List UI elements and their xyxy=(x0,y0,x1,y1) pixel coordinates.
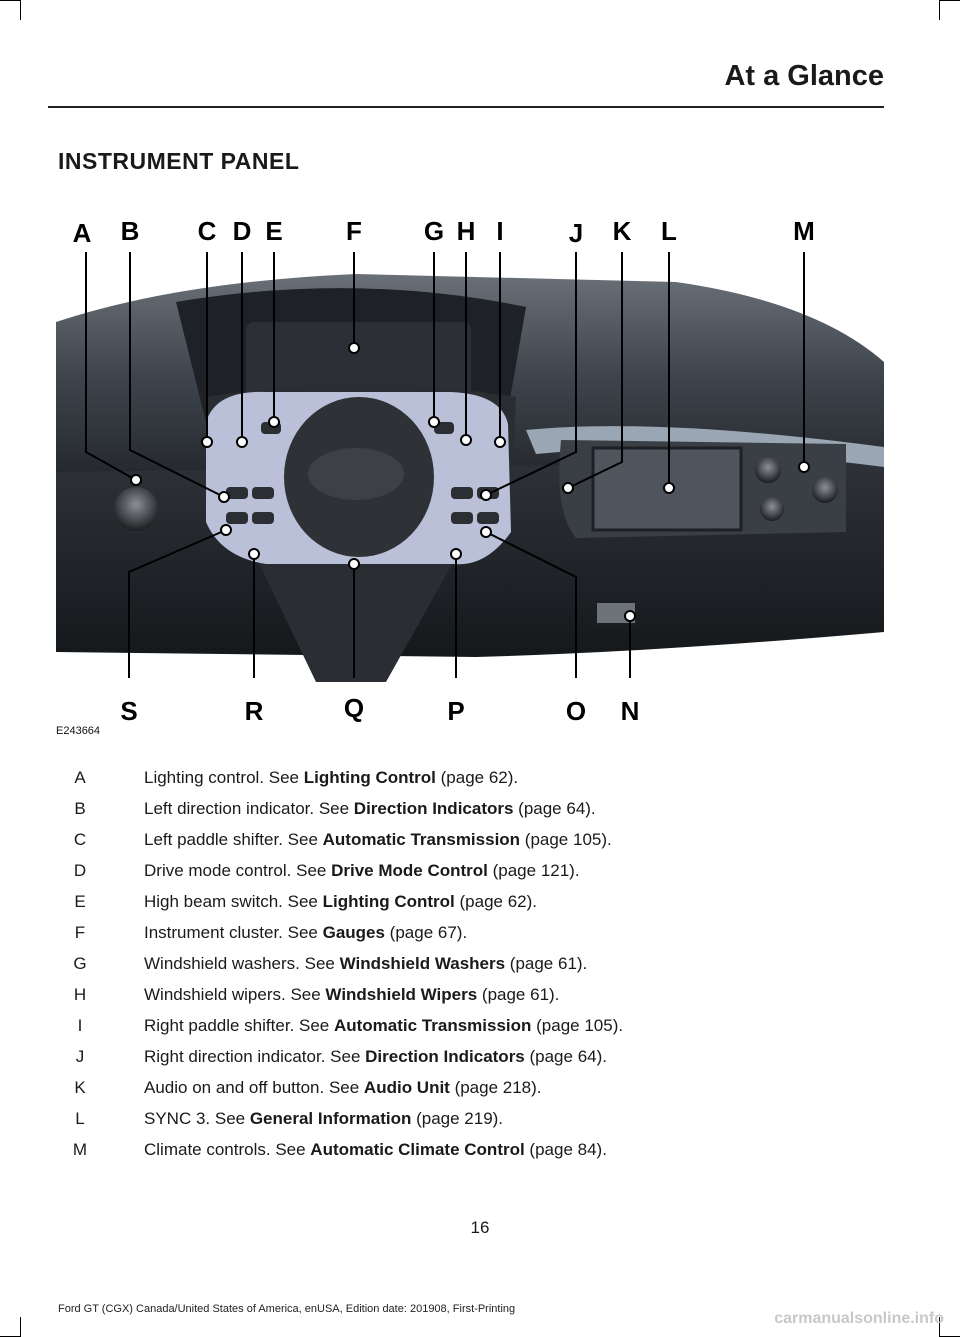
legend-reference-link[interactable]: Direction Indicators xyxy=(353,799,514,818)
legend-row xyxy=(58,954,858,985)
legend-reference-link[interactable]: Automatic Transmission xyxy=(333,1016,532,1035)
legend-reference-link[interactable]: Automatic Climate Control xyxy=(310,1140,525,1159)
legend-page-ref: (page 61). xyxy=(505,954,588,973)
callout-letter: B xyxy=(120,216,140,246)
callout-letter: R xyxy=(244,696,264,726)
callout-letter: E xyxy=(265,216,283,246)
legend-text: Left paddle shifter. See xyxy=(144,830,323,849)
callout-letter: K xyxy=(612,216,632,246)
callout-letter: G xyxy=(423,216,445,246)
legend-description xyxy=(144,1047,607,1067)
page-number: 16 xyxy=(470,1218,490,1237)
legend-description xyxy=(144,1109,503,1129)
legend-text: SYNC 3. See xyxy=(144,1109,250,1128)
legend-text: Left direction indicator. See xyxy=(144,799,354,818)
legend-page-ref: (page 121). xyxy=(487,861,580,880)
legend-description xyxy=(144,1016,623,1036)
legend-letter: F xyxy=(74,923,86,942)
legend-letter: B xyxy=(74,799,86,818)
callout-letter: F xyxy=(346,216,362,246)
footer-text: Ford GT (CGX) Canada/United States of America, enUSA, Edition date: 201908, First-Printing xyxy=(58,1303,516,1315)
legend-letter: L xyxy=(75,1109,85,1128)
legend-description xyxy=(144,799,596,819)
figure-id: E243664 xyxy=(56,725,101,737)
callout-letter: J xyxy=(568,218,584,248)
legend-row xyxy=(58,799,858,830)
legend-row xyxy=(58,861,858,892)
section-title: INSTRUMENT PANEL xyxy=(58,148,300,174)
legend-row xyxy=(58,1109,858,1140)
legend-description xyxy=(144,861,580,881)
legend-page-ref: (page 84). xyxy=(524,1140,607,1159)
page-title: At a Glance xyxy=(724,60,884,92)
legend-row xyxy=(58,1140,858,1171)
crop-mark xyxy=(0,0,20,1)
callout-letter: L xyxy=(661,216,677,246)
legend-letter: C xyxy=(73,830,87,849)
legend-reference-link[interactable]: Windshield Wipers xyxy=(325,985,478,1004)
watermark: carmanualsonline.info xyxy=(774,1310,944,1327)
legend-page-ref: (page 218). xyxy=(449,1078,542,1097)
legend-letter: K xyxy=(74,1078,86,1097)
legend-description xyxy=(144,1140,607,1160)
legend-text: Windshield wipers. See xyxy=(144,985,326,1004)
legend-page-ref: (page 61). xyxy=(477,985,560,1004)
legend-reference-link[interactable]: General Information xyxy=(249,1109,412,1128)
legend-letter: D xyxy=(73,861,87,880)
legend-page-ref: (page 62). xyxy=(435,768,519,787)
legend-reference-link[interactable]: Automatic Transmission xyxy=(322,830,521,849)
crop-mark xyxy=(20,0,21,20)
legend-description xyxy=(144,954,587,974)
legend-description xyxy=(144,768,518,788)
legend-description xyxy=(144,1078,542,1098)
legend-reference-link[interactable]: Drive Mode Control xyxy=(331,861,488,880)
legend-row xyxy=(58,768,858,799)
legend-letter: H xyxy=(73,985,87,1004)
legend-page-ref: (page 62). xyxy=(454,892,538,911)
callout-letter: M xyxy=(793,216,815,246)
legend-text: Instrument cluster. See xyxy=(144,923,323,942)
legend-letter: E xyxy=(74,892,86,911)
legend-page-ref: (page 64). xyxy=(513,799,596,818)
callout-letter: S xyxy=(120,696,138,726)
legend-description xyxy=(144,892,537,912)
legend-reference-link[interactable]: Lighting Control xyxy=(303,768,436,787)
climate-knob xyxy=(760,497,784,521)
legend-letter: A xyxy=(74,768,86,787)
legend-text: Windshield washers. See xyxy=(144,954,340,973)
callout-letter: H xyxy=(456,216,476,246)
legend-text: Right direction indicator. See xyxy=(144,1047,366,1066)
legend-description xyxy=(144,923,467,943)
legend-page-ref: (page 105). xyxy=(520,830,612,849)
legend-text: Climate controls. See xyxy=(144,1140,311,1159)
callout-letter: Q xyxy=(343,693,365,723)
crop-mark xyxy=(20,1317,21,1337)
legend-reference-link[interactable]: Direction Indicators xyxy=(365,1047,525,1066)
legend-letter: I xyxy=(77,1016,83,1035)
legend-row xyxy=(58,923,858,954)
legend-page-ref: (page 105). xyxy=(531,1016,624,1035)
climate-knob xyxy=(755,457,781,483)
steering-airbag xyxy=(308,448,404,500)
instrument-panel-figure xyxy=(56,212,884,742)
legend-row xyxy=(58,985,858,1016)
legend-text: Audio on and off button. See xyxy=(144,1078,364,1097)
crop-mark xyxy=(939,0,940,20)
legend-row xyxy=(58,1078,858,1109)
legend-reference-link[interactable]: Audio Unit xyxy=(363,1078,450,1097)
title-rule xyxy=(48,106,884,108)
callout-letter: N xyxy=(620,696,640,726)
legend-page-ref: (page 64). xyxy=(524,1047,607,1066)
legend-row xyxy=(58,1016,858,1047)
callout-letter: I xyxy=(496,216,504,246)
dashboard-illustration xyxy=(56,212,884,742)
legend-reference-link[interactable]: Windshield Washers xyxy=(339,954,506,973)
legend-reference-link[interactable]: Gauges xyxy=(322,923,385,942)
legend-row xyxy=(58,830,858,861)
callout-letter: A xyxy=(72,218,92,248)
legend-description xyxy=(144,830,612,850)
lighting-knob xyxy=(114,487,158,531)
legend-letter: G xyxy=(73,954,87,973)
legend-page-ref: (page 219). xyxy=(411,1109,504,1128)
legend-row xyxy=(58,892,858,923)
legend-text: High beam switch. See xyxy=(144,892,323,911)
climate-knob xyxy=(812,477,838,503)
callout-letter: P xyxy=(447,696,465,726)
callout-letter: C xyxy=(197,216,217,246)
callout-letter: D xyxy=(232,216,252,246)
legend-text: Drive mode control. See xyxy=(144,861,332,880)
legend-row xyxy=(58,1047,858,1078)
legend-page-ref: (page 67). xyxy=(384,923,468,942)
legend-letter: M xyxy=(72,1140,88,1159)
legend-reference-link[interactable]: Lighting Control xyxy=(322,892,455,911)
callout-letter: O xyxy=(565,696,587,726)
legend-text: Right paddle shifter. See xyxy=(144,1016,334,1035)
crop-mark xyxy=(940,0,960,1)
legend-letter: J xyxy=(75,1047,85,1066)
legend-description xyxy=(144,985,559,1005)
legend-text: Lighting control. See xyxy=(144,768,304,787)
